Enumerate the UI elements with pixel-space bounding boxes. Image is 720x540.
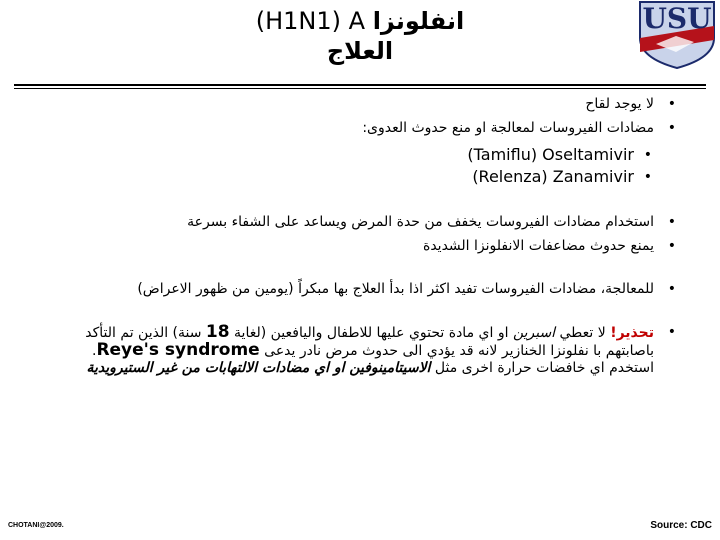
bullet-text: مضادات الفيروسات لمعالجة او منع حدوث العدوى: <box>362 120 654 136</box>
bullet-antivirals <box>60 120 680 137</box>
sub-bullet-oseltamivir <box>60 144 680 166</box>
warning-tail: الاسيتامينوفين او اي مضادات الالتهابات من غير الستيرويدية <box>86 360 431 376</box>
bullet-icon: • <box>643 147 652 163</box>
title-rule <box>14 84 706 86</box>
bullet-icon: • <box>667 96 676 112</box>
warning-text-3: سنة) الذين تم التأكد باصابتهم با نفلونزا الخنازير لانه قد يؤدي الى حدوث مرض نادر يدعى <box>85 325 654 359</box>
bullet-text: للمعالجة، مضادات الفيروسات تفيد اكثر اذا بدأ العلاج بها مبكراً (يومين من ظهور الاعراض) <box>137 281 654 297</box>
age-limit: 18 <box>205 322 230 342</box>
bullet-icon: • <box>667 324 676 340</box>
bullet-early-treatment <box>60 281 680 298</box>
bullet-text: استخدام مضادات الفيروسات يخفف من حدة المرض ويساعد على الشفاء بسرعة <box>187 214 654 230</box>
warning-label: تحذير! <box>610 325 654 341</box>
drug-zanamivir: (Relenza) Zanamivir <box>472 167 634 186</box>
warning-text-1: لا تعطي <box>555 325 611 341</box>
bullet-icon: • <box>667 281 676 297</box>
bullet-list <box>60 96 680 377</box>
bullet-icon: • <box>643 169 652 185</box>
title-arabic: انفلونزا <box>372 7 465 35</box>
bullet-icon: • <box>667 214 676 230</box>
footer-copyright: CHOTANI@2009. <box>8 522 64 529</box>
aspirin-term: اسبرين <box>512 325 556 341</box>
footer-source: Source: CDC <box>650 520 712 531</box>
title-latin: (H1N1) A <box>255 7 366 35</box>
slide-title <box>150 6 570 66</box>
warning-text-4: . استخدم اي خافضات حرارة اخرى مثل <box>91 343 654 376</box>
drug-oseltamivir: (Tamiflu) Oseltamivir <box>467 145 634 164</box>
reyes-syndrome: Reye's syndrome <box>96 340 260 360</box>
sub-bullet-zanamivir <box>60 166 680 188</box>
bullet-icon: • <box>667 238 676 254</box>
bullet-text: لا يوجد لقاح <box>585 96 654 112</box>
bullet-text: يمنع حدوث مضاعفات الانفلونزا الشديدة <box>423 238 654 254</box>
usu-logo <box>636 0 718 70</box>
title-line-1 <box>150 6 570 36</box>
warning-text-2: او اي مادة تحتوي عليها للاطفال واليافعين (لغاية <box>229 325 513 341</box>
title-line-2: العلاج <box>326 37 394 65</box>
bullet-no-vaccine <box>60 96 680 113</box>
title-rule-thin <box>14 88 706 89</box>
bullet-warning <box>60 324 680 377</box>
bullet-complications <box>60 238 680 255</box>
bullet-reduces-severity <box>60 214 680 231</box>
logo-text: USU <box>642 2 712 35</box>
bullet-icon: • <box>667 120 676 136</box>
